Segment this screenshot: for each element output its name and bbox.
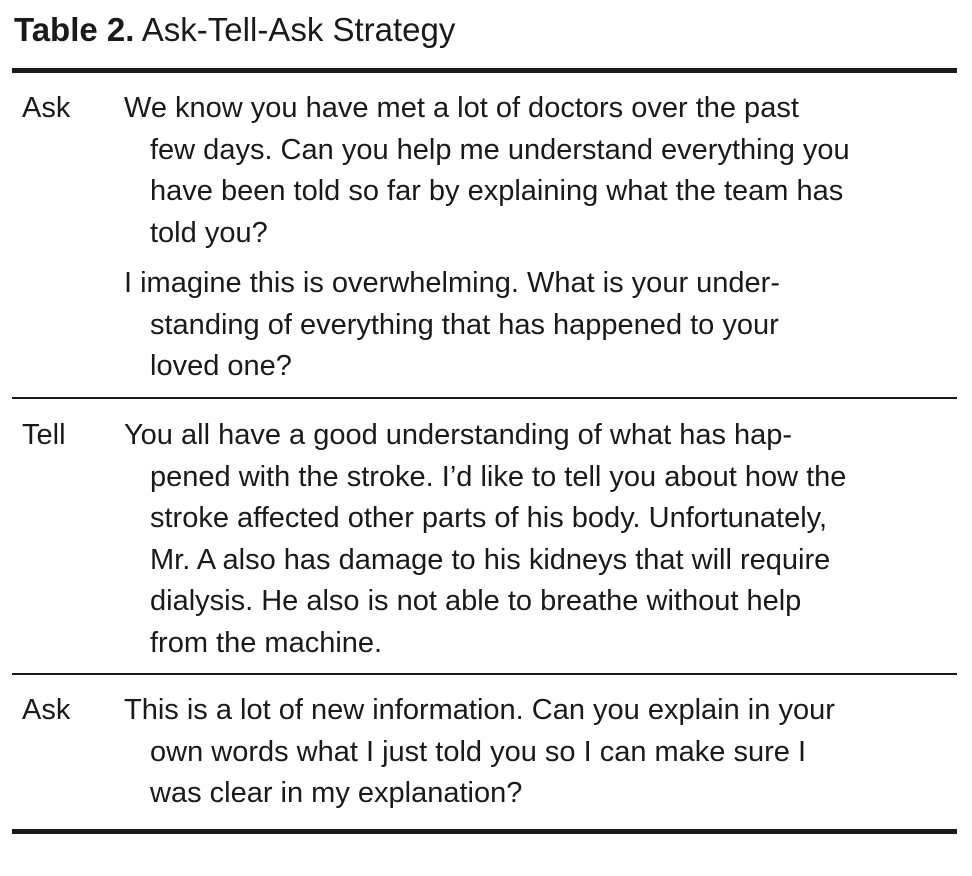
paragraph-line: pened with the stroke. I’d like to tell you about how the <box>150 460 847 493</box>
row-paragraph <box>124 263 954 388</box>
paragraph-line: was clear in my explanation? <box>150 777 523 809</box>
paragraph-line: stroke affected other parts of his body. Unfortunately, <box>150 502 828 534</box>
top-rule <box>12 68 957 73</box>
row-paragraph <box>124 88 954 254</box>
row-label: Tell <box>22 419 66 451</box>
table-title: Ask-Tell-Ask Strategy <box>141 11 456 48</box>
paragraph-line: few days. Can you help me understand everything you <box>150 133 850 166</box>
paragraph-line: told you? <box>150 216 268 249</box>
row-label: Ask <box>22 92 71 124</box>
paragraph-line: have been told so far by explaining what the team has <box>150 175 844 207</box>
paragraph-line: dialysis. He also is not able to breathe without help <box>150 585 802 617</box>
paragraph-line: We know you have met a lot of doctors over the past <box>124 92 799 124</box>
paragraph-line: Mr. A also has damage to his kidneys that will require <box>150 543 831 576</box>
paragraph-line: standing of everything that has happened to your <box>150 308 779 341</box>
paragraph-line: own words what I just told you so I can make sure I <box>150 735 807 768</box>
paragraph-line: loved one? <box>150 350 292 382</box>
paragraph-line: You all have a good understanding of what has hap- <box>124 419 793 451</box>
paragraph-line: I imagine this is overwhelming. What is your under- <box>124 267 780 299</box>
bottom-rule <box>12 829 957 834</box>
row-paragraph <box>124 690 954 815</box>
row-paragraph <box>124 415 954 664</box>
paragraph-line: from the machine. <box>150 626 383 659</box>
table-number: Table 2. <box>14 11 135 48</box>
table-caption <box>14 6 455 54</box>
row-divider <box>12 397 957 399</box>
row-divider <box>12 673 957 675</box>
row-label: Ask <box>22 694 71 726</box>
paragraph-line: This is a lot of new information. Can you explain in your <box>124 694 835 726</box>
